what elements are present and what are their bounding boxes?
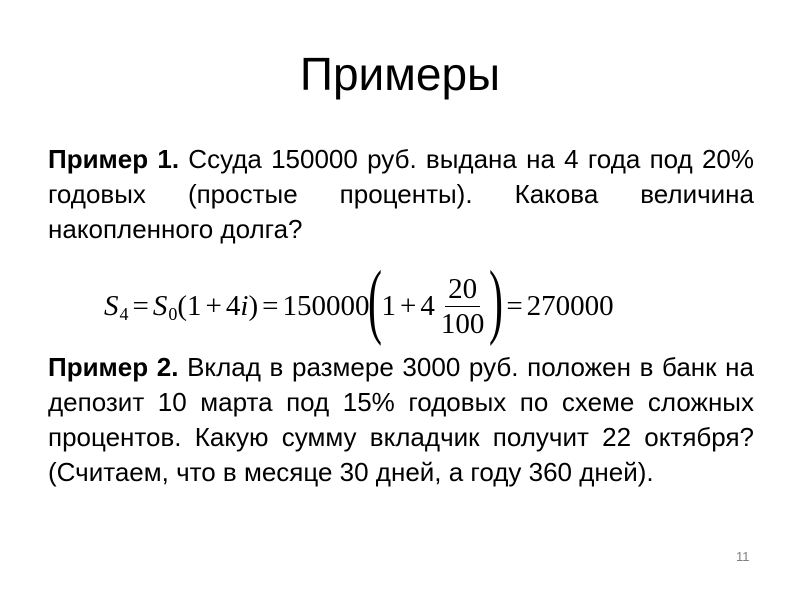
formula-lhs-subscript: 4 — [119, 303, 129, 324]
formula-equals-1: = — [132, 289, 149, 322]
example-1-label: Пример 1. — [48, 144, 180, 174]
formula-mid-var: i — [240, 289, 249, 322]
formula-mid-close: ) — [248, 289, 259, 322]
formula-one: 1 — [381, 289, 396, 322]
formula-principal: 150000 — [282, 289, 370, 322]
formula-mid-symbol: S — [152, 289, 168, 322]
formula — [104, 254, 614, 347]
formula-equals-3: = — [506, 289, 523, 322]
formula-fraction — [438, 273, 488, 340]
page-number: 11 — [736, 549, 750, 564]
formula-result: 270000 — [526, 289, 614, 322]
example-1-text: Ссуда 150000 руб. выдана на 4 года под 20% годовых (простые проценты). Какова величина накопленного долга? — [48, 144, 754, 244]
formula-mid-subscript: 0 — [168, 303, 178, 324]
example-2-label: Пример 2. — [48, 352, 179, 382]
example-2-text: Вклад в размере 3000 руб. положен в банк на депозит 10 марта под 15% годовых по схеме сложных процентов. Какую сумму вкладчик получит 22 октября? (Считаем, что в месяце 30 дней, а году 360 дней). — [48, 352, 754, 487]
example-2-paragraph — [48, 350, 754, 490]
formula-mid-plus: + — [205, 289, 222, 322]
slide-title: Примеры — [299, 48, 501, 100]
formula-equals-2: = — [262, 289, 279, 322]
formula-fraction-numerator: 20 — [445, 273, 480, 307]
formula-fraction-denominator: 100 — [440, 307, 485, 340]
formula-plus: + — [399, 289, 417, 322]
formula-lhs-symbol: S — [104, 289, 119, 322]
example-1-paragraph — [48, 142, 754, 247]
formula-big-paren-open: ( — [368, 254, 383, 347]
formula-big-paren-close: ) — [489, 254, 504, 347]
formula-mid-open: (1 — [177, 289, 202, 322]
formula-coef: 4 — [420, 289, 435, 322]
formula-mid-coef: 4 — [225, 289, 241, 322]
